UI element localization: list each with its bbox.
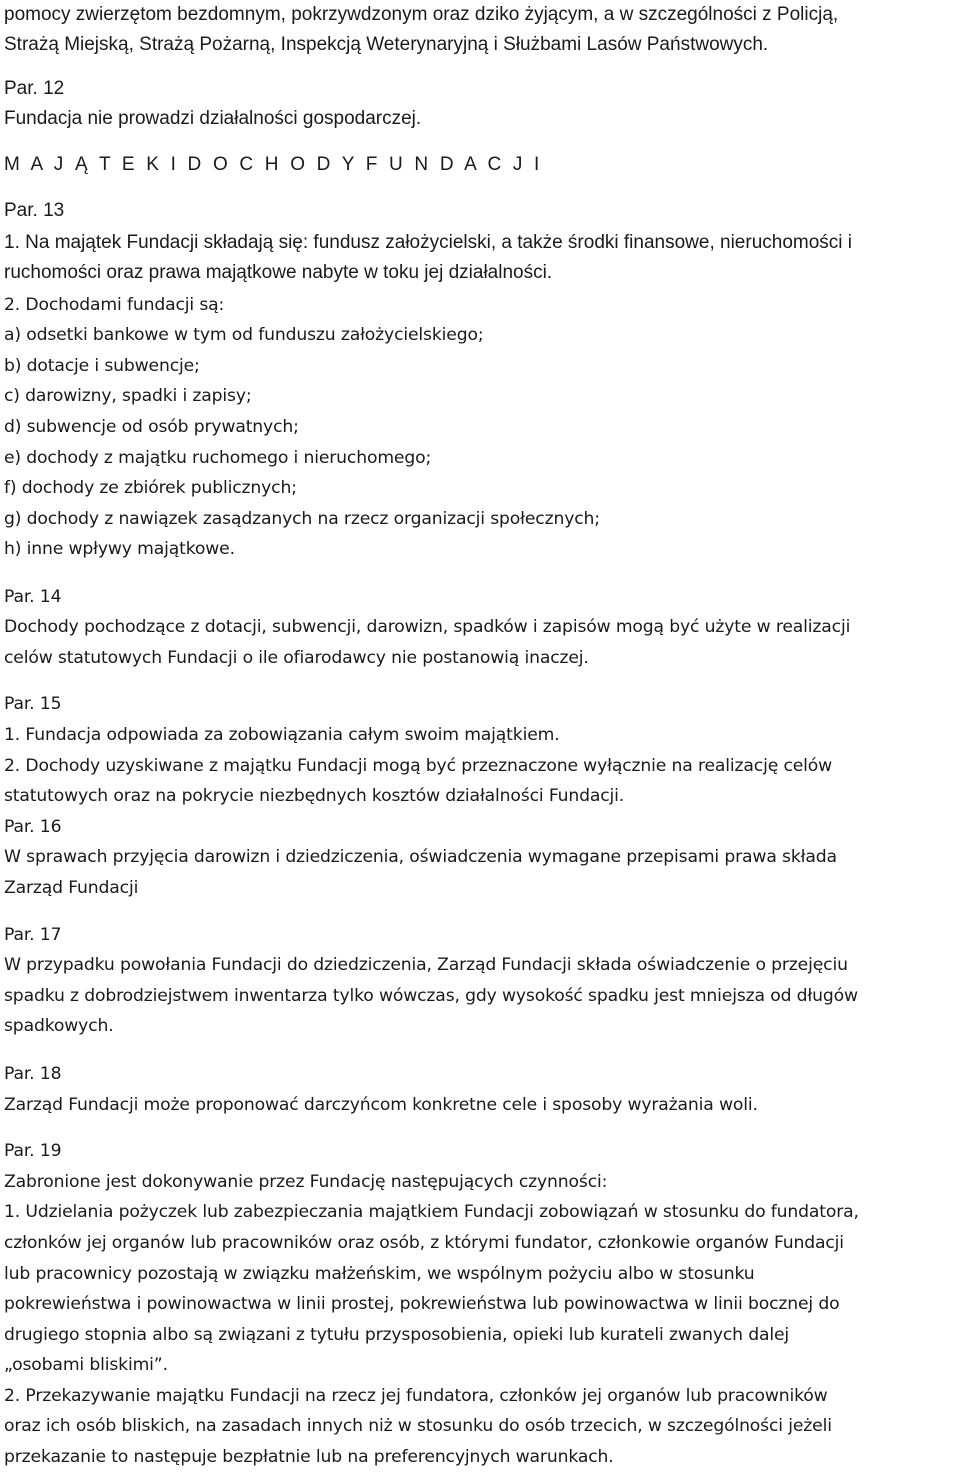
text-line: 1. Fundacja odpowiada za zobowiązania całym swoim majątkiem. bbox=[4, 725, 560, 745]
text-line: członków jej organów lub pracowników oraz osób, z którymi fundator, członkowie organów Fundacji bbox=[4, 1233, 844, 1253]
text-line: lub pracownicy pozostają w związku małżeńskim, we wspólnym pożyciu albo w stosunku bbox=[4, 1264, 755, 1284]
list-item: 2. Przekazywanie majątku Fundacji na rzecz jej fundatora, członków jej organów lub pracowników bbox=[4, 1386, 828, 1406]
text-line: pomocy zwierzętom bezdomnym, pokrzywdzonym oraz dziko żyjącym, a w szczególności z Policją, bbox=[4, 4, 839, 25]
paragraph-heading: Par. 14 bbox=[4, 587, 62, 607]
text-line: W przypadku powołania Fundacji do dziedziczenia, Zarząd Fundacji składa oświadczenie o przejęciu bbox=[4, 955, 848, 975]
text-line: 1. Na majątek Fundacji składają się: fundusz założycielski, a także środki finansowe, nieruchomości i bbox=[4, 232, 853, 253]
paragraph-heading: Par. 13 bbox=[4, 200, 65, 221]
text-line: Fundacja nie prowadzi działalności gospodarczej. bbox=[4, 108, 422, 129]
list-item: b) dotacje i subwencje; bbox=[4, 356, 200, 376]
text-line: W sprawach przyjęcia darowizn i dziedziczenia, oświadczenia wymagane przepisami prawa składa bbox=[4, 847, 837, 867]
list-item: c) darowizny, spadki i zapisy; bbox=[4, 386, 252, 406]
text-line: spadku z dobrodziejstwem inwentarza tylko wówczas, gdy wysokość spadku jest mniejsza od długów bbox=[4, 986, 858, 1006]
list-item: h) inne wpływy majątkowe. bbox=[4, 539, 235, 559]
paragraph-heading: Par. 18 bbox=[4, 1064, 62, 1084]
paragraph-heading: Par. 19 bbox=[4, 1141, 62, 1161]
text-line: 2. Dochody uzyskiwane z majątku Fundacji mogą być przeznaczone wyłącznie na realizację celów bbox=[4, 756, 833, 776]
text-line: Zarząd Fundacji bbox=[4, 878, 139, 898]
list-item: g) dochody z nawiązek zasądzanych na rzecz organizacji społecznych; bbox=[4, 509, 600, 529]
text-line: Zarząd Fundacji może proponować darczyńcom konkretne cele i sposoby wyrażania woli. bbox=[4, 1095, 758, 1115]
text-line: spadkowych. bbox=[4, 1016, 114, 1036]
paragraph-heading: Par. 12 bbox=[4, 78, 65, 99]
list-item: f) dochody ze zbiórek publicznych; bbox=[4, 478, 297, 498]
text-line: przekazanie to następuje bezpłatnie lub na preferencyjnych warunkach. bbox=[4, 1447, 614, 1467]
text-line: statutowych oraz na pokrycie niezbędnych kosztów działalności Fundacji. bbox=[4, 786, 625, 806]
paragraph-heading: Par. 16 bbox=[4, 817, 62, 837]
text-line: celów statutowych Fundacji o ile ofiarodawcy nie postanowią inaczej. bbox=[4, 648, 589, 668]
paragraph-heading: Par. 17 bbox=[4, 925, 62, 945]
list-item: e) dochody z majątku ruchomego i nieruchomego; bbox=[4, 448, 432, 468]
list-item: d) subwencje od osób prywatnych; bbox=[4, 417, 299, 437]
text-line: drugiego stopnia albo są związani z tytułu przysposobienia, opieki lub kurateli zwanych dalej bbox=[4, 1325, 790, 1345]
text-line: Dochody pochodzące z dotacji, subwencji, darowizn, spadków i zapisów mogą być użyte w realizacji bbox=[4, 617, 851, 637]
text-line: pokrewieństwa i powinowactwa w linii prostej, pokrewieństwa lub powinowactwa w linii bocznej do bbox=[4, 1294, 840, 1314]
paragraph-heading: Par. 15 bbox=[4, 694, 62, 714]
text-line: Strażą Miejską, Strażą Pożarną, Inspekcją Weterynaryjną i Służbami Lasów Państwowych. bbox=[4, 34, 769, 55]
list-item: 1. Udzielania pożyczek lub zabezpieczania majątkiem Fundacji zobowiązań w stosunku do fundatora, bbox=[4, 1202, 859, 1222]
section-heading: M A J Ą T E K I D O C H O D Y F U N D A C J I bbox=[4, 154, 543, 175]
text-line: 2. Dochodami fundacji są: bbox=[4, 295, 225, 315]
text-line: Zabronione jest dokonywanie przez Fundację następujących czynności: bbox=[4, 1172, 608, 1192]
text-line: „osobami bliskimi”. bbox=[4, 1355, 168, 1375]
text-line: oraz ich osób bliskich, na zasadach innych niż w stosunku do osób trzecich, w szczególności jeżeli bbox=[4, 1416, 832, 1436]
list-item: a) odsetki bankowe w tym od funduszu założycielskiego; bbox=[4, 325, 484, 345]
text-line: ruchomości oraz prawa majątkowe nabyte w toku jej działalności. bbox=[4, 262, 553, 283]
